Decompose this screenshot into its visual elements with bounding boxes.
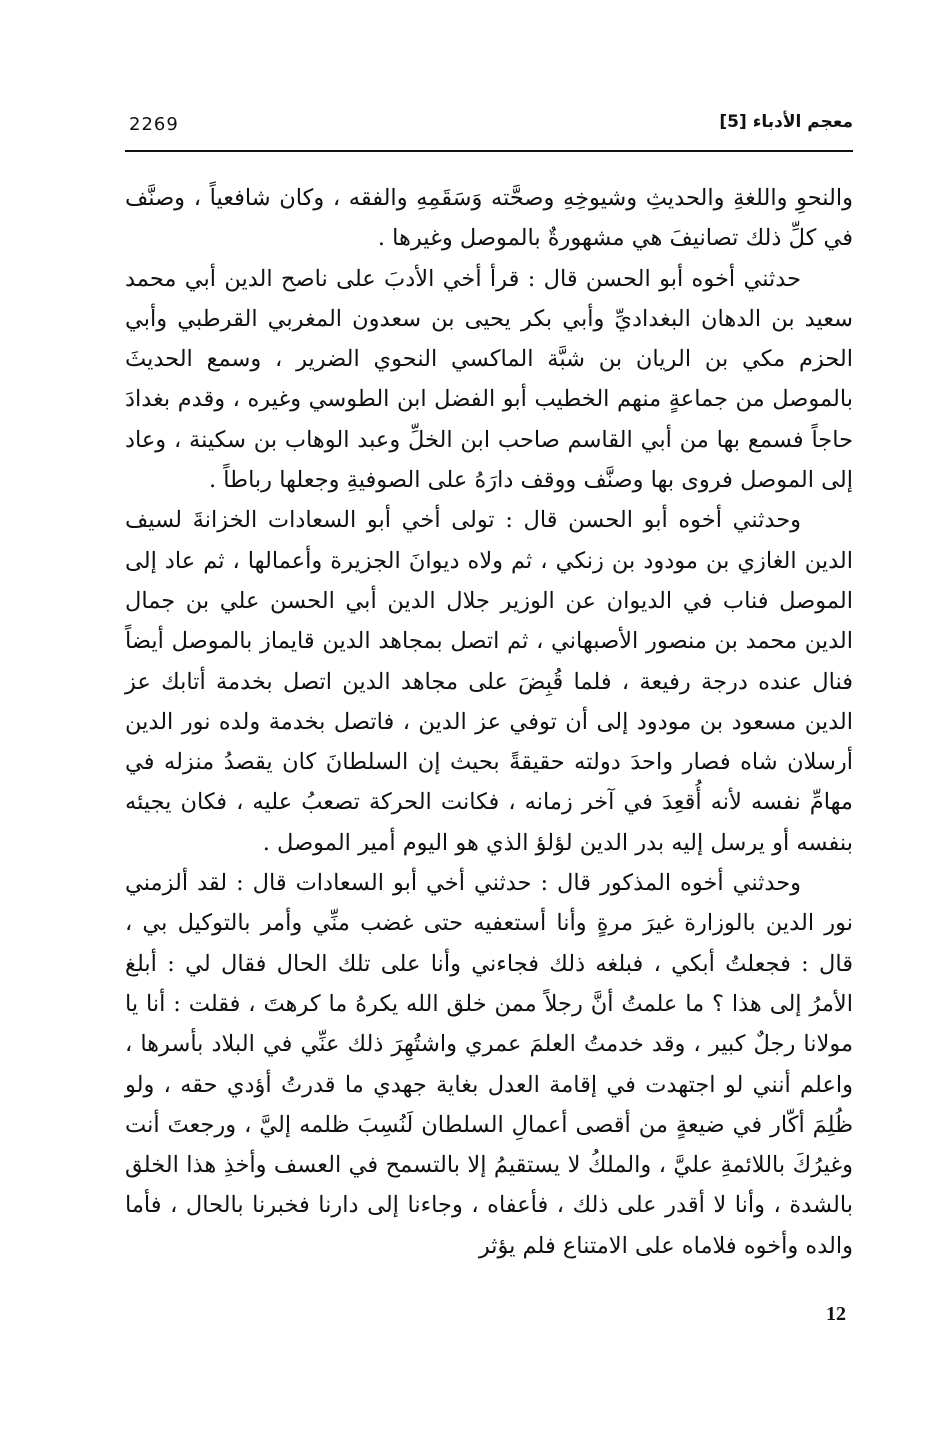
paragraph-2: حدثني أخوه أبو الحسن قال : قرأ أخي الأدبَ على ناصح الدين أبي محمد سعيد بن الدهان البغداديِّ وأبي بكر يحيى بن سعدون المغربي القرطبي وأبي الحزم مكي بن الريان بن شبَّة الماكسي النحوي الضرير ، وسمع الحديثَ بالموصل من جماعةٍ منهم الخطيب أبو الفضل ابن الطوسي وغيره ، وقدم بغدادَ حاجاً فسمع بها من أبي القاسم صاحب ابن الخلِّ وعبد الوهاب بن سكينة ، وعاد إلى الموصل فروى بها وصنَّف ووقف دارَهُ على الصوفيةِ وجعلها رباطاً . (125, 265, 853, 494)
paragraph-3: وحدثني أخوه أبو الحسن قال : تولى أخي أبو السعادات الخزانةَ لسيف الدين الغازي بن مودود بن زنكي ، ثم ولاه ديوانَ الجزيرة وأعمالها ، ثم عاد إلى الموصل فناب في الديوان عن الوزير جلال الدين أبي الحسن علي بن جمال الدين محمد بن منصور الأصبهاني ، ثم اتصل بمجاهد الدين قايماز بالموصل أيضاً فنال عنده درجة رفيعة ، فلما قُبِضَ على مجاهد الدين اتصل بخدمة أتابك عز الدين مسعود بن مودود إلى أن توفي عز الدين ، فاتصل بخدمة ولده نور الدين أرسلان شاه فصار واحدَ دولته حقيقةً بحيث إن السلطانَ كان يقصدُ منزله في مهامِّ نفسه لأنه أُقعِدَ في آخر زمانه ، فكانت الحركة تصعبُ عليه ، فكان يجيئه بنفسه أو يرسل إليه بدر الدين لؤلؤ الذي هو اليوم أمير الموصل . (125, 507, 853, 856)
running-title: معجم الأدباء [5] (719, 112, 853, 132)
paragraph-1: والنحوِ واللغةِ والحديثِ وشيوخِهِ وصحَّته وَسَقَمِهِ والفقه ، وكان شافعياً ، وصنَّف في كلِّ ذلك تصانيفَ هي مشهورةٌ بالموصل وغيرها . (125, 185, 853, 252)
paragraph-4: وحدثني أخوه المذكور قال : حدثني أخي أبو السعادات قال : لقد ألزمني نور الدين بالوزارة غيرَ مرةٍ وأنا أستعفيه حتى غضب منِّي وأمر بالتوكيل بي ، قال : فجعلتُ أبكي ، فبلغه ذلك فجاءني وأنا على تلك الحال فقال لي : أبلغ الأمرُ إلى هذا ؟ ما علمتُ أنَّ رجلاً ممن خلق الله يكرهُ ما كرهتَ ، فقلت : أنا يا مولانا رجلٌ كبير ، وقد خدمتُ العلمَ عمري واشتُهِرَ ذلك عنِّي في البلاد بأسرها ، واعلم أنني لو اجتهدت في إقامة العدل بغاية جهدي ما قدرتُ أؤدي حقه ، ولو ظُلِمَ أكّار في ضيعةٍ من أقصى أعمالِ السلطان لَنُسِبَ ظلمه إليَّ ، ورجعتَ أنت وغيرُكَ باللائمةِ عليَّ ، والملكُ لا يستقيمُ إلا بالتسمح في العسف وأخذِ هذا الخلق بالشدة ، وأنا لا أقدر على ذلك ، فأعفاه ، وجاءنا إلى دارنا فخبرنا بالحال ، فأما والده وأخوه فلاماه على الامتناع فلم يؤثر (125, 870, 853, 1259)
page-number: 2269 (129, 114, 179, 135)
header-divider (125, 150, 853, 152)
signature-number: 12 (826, 1303, 846, 1325)
running-header (125, 112, 853, 144)
body-text (125, 178, 853, 1266)
